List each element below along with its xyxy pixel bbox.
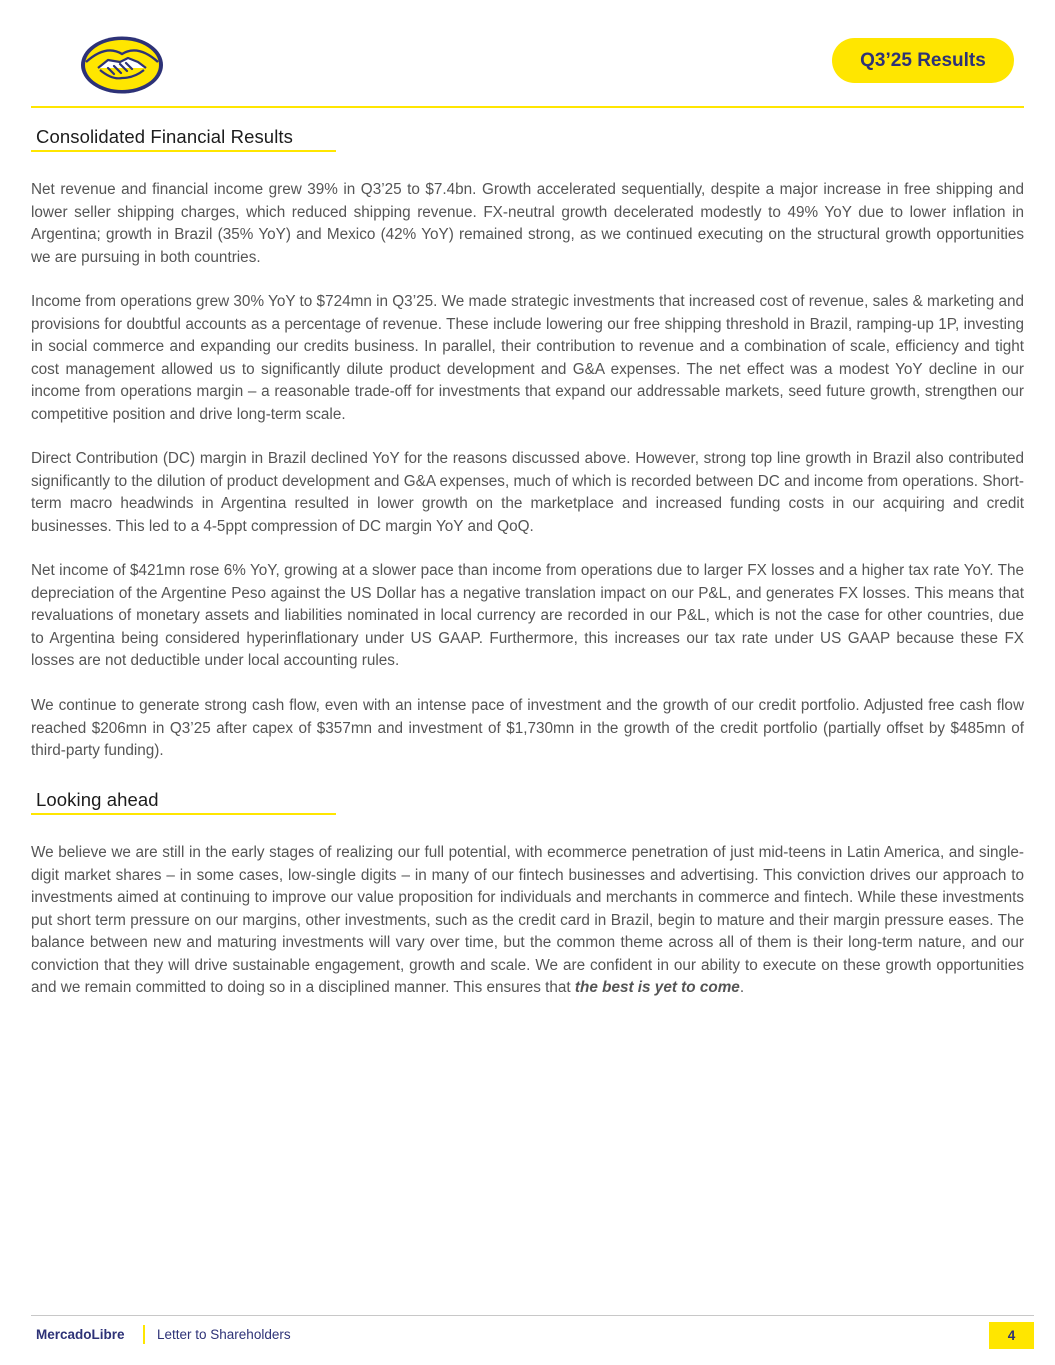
header-divider (31, 106, 1024, 108)
footer-separator (143, 1325, 145, 1344)
section-title-looking-ahead: Looking ahead (36, 789, 159, 810)
paragraph-text: We believe we are still in the early stages of realizing our full potential, with ecommerce penetration of just mid-teens in Latin America, and single-digit market shares – in some cases, low-single digits – in many of our fintech businesses and advertising. This conviction drives our approach to investments aimed at continuing to improve our value proposition for individuals and merchants in commerce and fintech. While these investments put short term pressure on our margins, other investments, such as the credit card in Brazil, begin to mature and their margin pressure eases. The balance between new and maturing investments will vary over time, but the common theme across all of them is their long-term nature, and our conviction that they will drive sustainable engagement, growth and scale. We are confident in our ability to execute on these growth opportunities and we remain committed to doing so in a disciplined manner. This ensures that (31, 844, 1024, 996)
footer-divider (31, 1315, 1034, 1316)
emphasis-text: the best is yet to come (574, 979, 740, 996)
section-title-underline (31, 813, 336, 815)
footer-brand: MercadoLibre (36, 1327, 125, 1342)
handshake-logo-icon (78, 34, 166, 96)
paragraph-cash-flow: We continue to generate strong cash flow, even with an intense pace of investment and the growth of our credit portfolio. Adjusted free cash flow reached $206mn in Q3’25 after capex of $357mn and investment of $1,730mn in the growth of the credit portfolio (partially offset by $485mn of third-party funding). (31, 697, 1024, 759)
report-period-badge: Q3’25 Results (832, 38, 1014, 83)
paragraph-looking-ahead (31, 842, 1024, 1000)
paragraph-net-income: Net income of $421mn rose 6% YoY, growing at a slower pace than income from operations due to larger FX losses and a higher tax rate YoY. The depreciation of the Argentine Peso against the US Dollar has a negative translation impact on our P&L, and generates FX losses. This means that revaluations of monetary assets and liabilities nominated in local currency are recorded in our P&L, which is not the case for other countries, due to Argentina being considered hyperinflationary under US GAAP. Furthermore, this increases our tax rate under US GAAP because these FX losses are not deductible under local accounting rules. (31, 562, 1024, 669)
paragraph-net-revenue: Net revenue and financial income grew 39% in Q3’25 to $7.4bn. Growth accelerated sequentially, despite a major increase in free shipping and lower seller shipping charges, which reduced shipping revenue. FX-neutral growth decelerated modestly to 49% YoY due to lower inflation in Argentina; growth in Brazil (35% YoY) and Mexico (42% YoY) remained strong, as we continued executing on the structural growth opportunities we are pursuing in both countries. (31, 181, 1024, 266)
section-title-underline (31, 150, 336, 152)
section-title-consolidated-financial-results: Consolidated Financial Results (36, 126, 293, 147)
paragraph-income-from-operations: Income from operations grew 30% YoY to $724mn in Q3’25. We made strategic investments that increased cost of revenue, sales & marketing and provisions for doubtful accounts as a percentage of revenue. These include lowering our free shipping threshold in Brazil, ramping-up 1P, investing in social commerce and expanding our credits business. In parallel, their contribution to revenue and a combination of scale, efficiency and tight cost management allowed us to significantly dilute product development and G&A expenses. The net effect was a modest YoY decline in our income from operations margin – a reasonable trade-off for investments that expand our addressable markets, seed future growth, strengthen our competitive position and drive long-term scale. (31, 293, 1024, 423)
paragraph-end: . (739, 979, 745, 996)
page-number: 4 (989, 1322, 1034, 1349)
footer-doc-title: Letter to Shareholders (157, 1327, 291, 1342)
paragraph-direct-contribution: Direct Contribution (DC) margin in Brazil declined YoY for the reasons discussed above. However, strong top line growth in Brazil also contributed significantly to the dilution of product development and G&A expenses, much of which is recorded between DC and income from operations. Short-term macro headwinds in Argentina resulted in lower growth on the marketplace and increased funding costs in our acquiring and credit businesses. This led to a 4-5ppt compression of DC margin YoY and QoQ. (31, 450, 1024, 535)
